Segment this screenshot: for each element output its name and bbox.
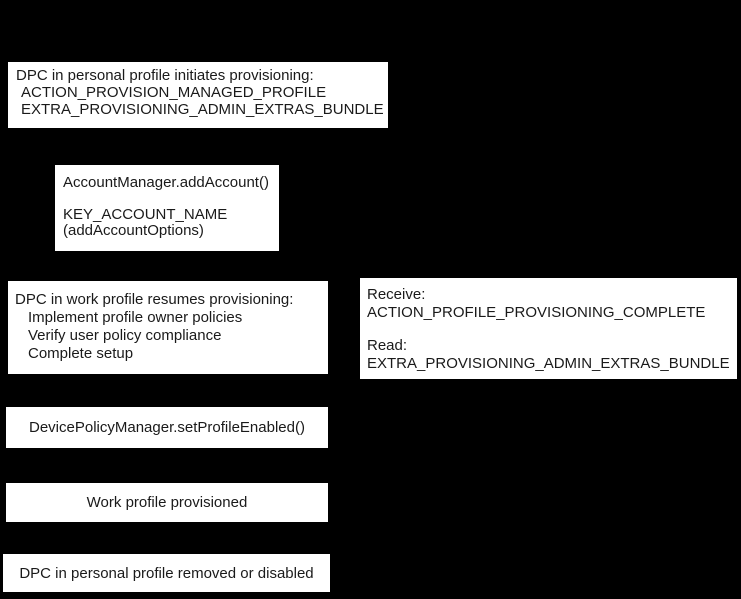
node-receive-provisioning-complete bbox=[360, 278, 737, 379]
node-dpc-initiates-provisioning bbox=[8, 62, 388, 128]
method-set-profile-enabled: DevicePolicyManager.setProfileEnabled() bbox=[29, 419, 305, 436]
node-dpc-resumes-provisioning bbox=[8, 281, 328, 374]
node-title: DPC in work profile resumes provisioning: bbox=[15, 291, 294, 308]
node-dpc-removed-or-disabled bbox=[3, 554, 330, 592]
read-label: Read: bbox=[367, 337, 408, 354]
param-add-account-options: (addAccountOptions) bbox=[63, 222, 204, 239]
node-account-manager-add-account bbox=[55, 165, 279, 251]
status-work-profile-provisioned: Work profile provisioned bbox=[86, 494, 248, 511]
step-complete-setup: Complete setup bbox=[28, 345, 134, 362]
constant-key-account-name: KEY_ACCOUNT_NAME bbox=[63, 206, 228, 223]
node-title: DPC in personal profile initiates provisioning: bbox=[16, 67, 314, 84]
blank-line bbox=[367, 322, 737, 337]
receive-label: Receive: bbox=[367, 286, 426, 303]
constant-extra-provisioning-admin-extras-bundle: EXTRA_PROVISIONING_ADMIN_EXTRAS_BUNDLE bbox=[21, 101, 384, 118]
method-add-account: AccountManager.addAccount() bbox=[63, 174, 269, 191]
node-set-profile-enabled bbox=[6, 407, 328, 448]
blank-line bbox=[63, 191, 279, 207]
constant-action-provision-managed-profile: ACTION_PROVISION_MANAGED_PROFILE bbox=[21, 84, 327, 101]
step-implement-policies: Implement profile owner policies bbox=[28, 309, 243, 326]
status-dpc-removed: DPC in personal profile removed or disabled bbox=[19, 564, 314, 582]
constant-extra-provisioning-admin-extras-bundle: EXTRA_PROVISIONING_ADMIN_EXTRAS_BUNDLE bbox=[367, 355, 730, 372]
step-verify-compliance: Verify user policy compliance bbox=[28, 327, 222, 344]
constant-action-profile-provisioning-complete: ACTION_PROFILE_PROVISIONING_COMPLETE bbox=[367, 304, 706, 321]
node-work-profile-provisioned bbox=[6, 483, 328, 522]
